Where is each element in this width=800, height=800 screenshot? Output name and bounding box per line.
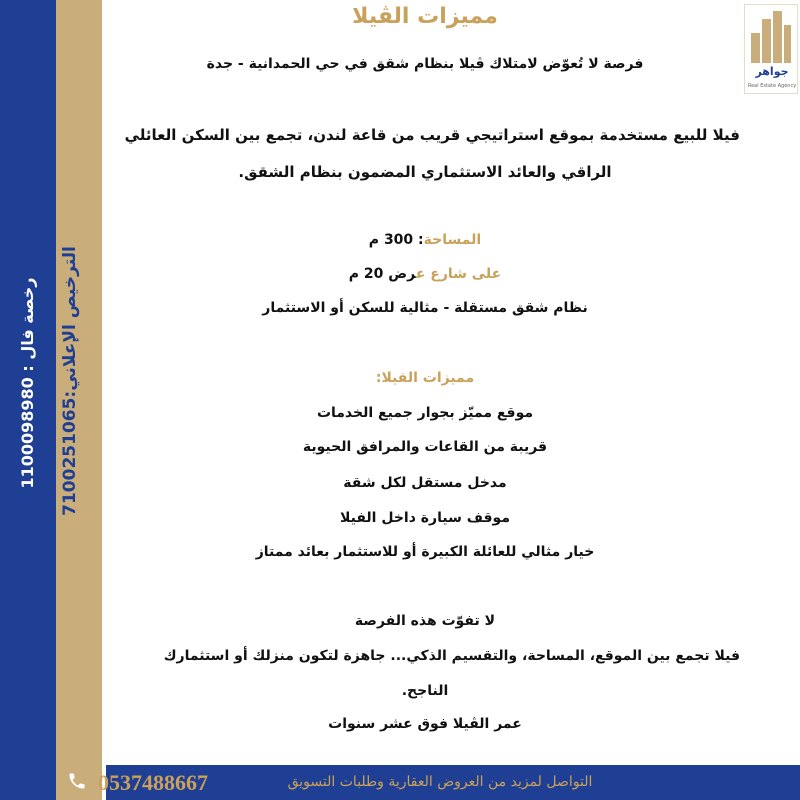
area-line bbox=[110, 232, 740, 248]
villa-age-line: عمر الڤيلا فوق عشر سنوات bbox=[328, 716, 522, 732]
closing-line-2: الناجح. bbox=[401, 683, 449, 699]
area-value: : 300 م bbox=[368, 232, 424, 248]
area-label: المساحة bbox=[423, 232, 482, 248]
building-bars-icon bbox=[751, 11, 791, 63]
logo-subtitle: Real Estate Agency bbox=[747, 83, 797, 89]
feature-item: خيار مثالي للعائلة الكبيرة أو للاستثمار بعائد ممتاز bbox=[255, 544, 595, 560]
intro-line-2: الراقي والعائد الاستثماري المضمون بنظام الشقق. bbox=[238, 163, 612, 181]
feature-item: مدخل مستقل لكل شقة bbox=[343, 475, 507, 491]
system-line: نظام شقق مستقلة - مثالية للسكن أو الاستثمار bbox=[262, 300, 588, 316]
ad-license-text: الترخيص الإعلاني:7100251065 bbox=[60, 246, 80, 516]
feature-item: موقع مميّز بجوار جميع الخدمات bbox=[316, 405, 534, 421]
closing-line-1: فيلا تجمع بين الموقع، المساحة، والتقسيم الذكي... جاهزة لتكون منزلك أو استثمارك bbox=[163, 648, 740, 664]
fal-license-text: رخصة فال : 1100098980 bbox=[18, 277, 37, 489]
company-logo bbox=[744, 4, 798, 94]
post-content bbox=[110, 0, 740, 765]
intro-line-1: فيلا للبيع مستخدمة بموقع استراتيجي قريب من قاعة لندن، تجمع بين السكن العائلي bbox=[124, 126, 740, 144]
feature-item: قريبة من القاعات والمرافق الحيوية bbox=[302, 439, 548, 455]
contact-text: التواصل لمزيد من العروض العقارية وطلبات التسويق bbox=[287, 774, 593, 790]
phone-number[interactable]: 0537488667 bbox=[98, 770, 208, 795]
feature-item: موقف سيارة داخل الفيلا bbox=[339, 510, 511, 526]
phone-icon bbox=[60, 764, 94, 798]
logo-name: جواهر bbox=[755, 65, 789, 78]
closing-heading: لا تفوّت هذه الفرصة bbox=[354, 613, 496, 629]
page-title: مميزات الڤيلا bbox=[352, 4, 498, 29]
post-subtitle: فرصة لا تُعوّض لامتلاك ڤيلا بنظام شقق في حي الحمدانية - جدة bbox=[206, 56, 644, 72]
stripe-divider bbox=[102, 0, 106, 800]
street-line bbox=[110, 266, 740, 282]
street-label: على شارع ع bbox=[415, 266, 502, 282]
features-heading: مميزات الفيلا: bbox=[375, 370, 475, 386]
street-value: رض 20 م bbox=[348, 266, 416, 282]
